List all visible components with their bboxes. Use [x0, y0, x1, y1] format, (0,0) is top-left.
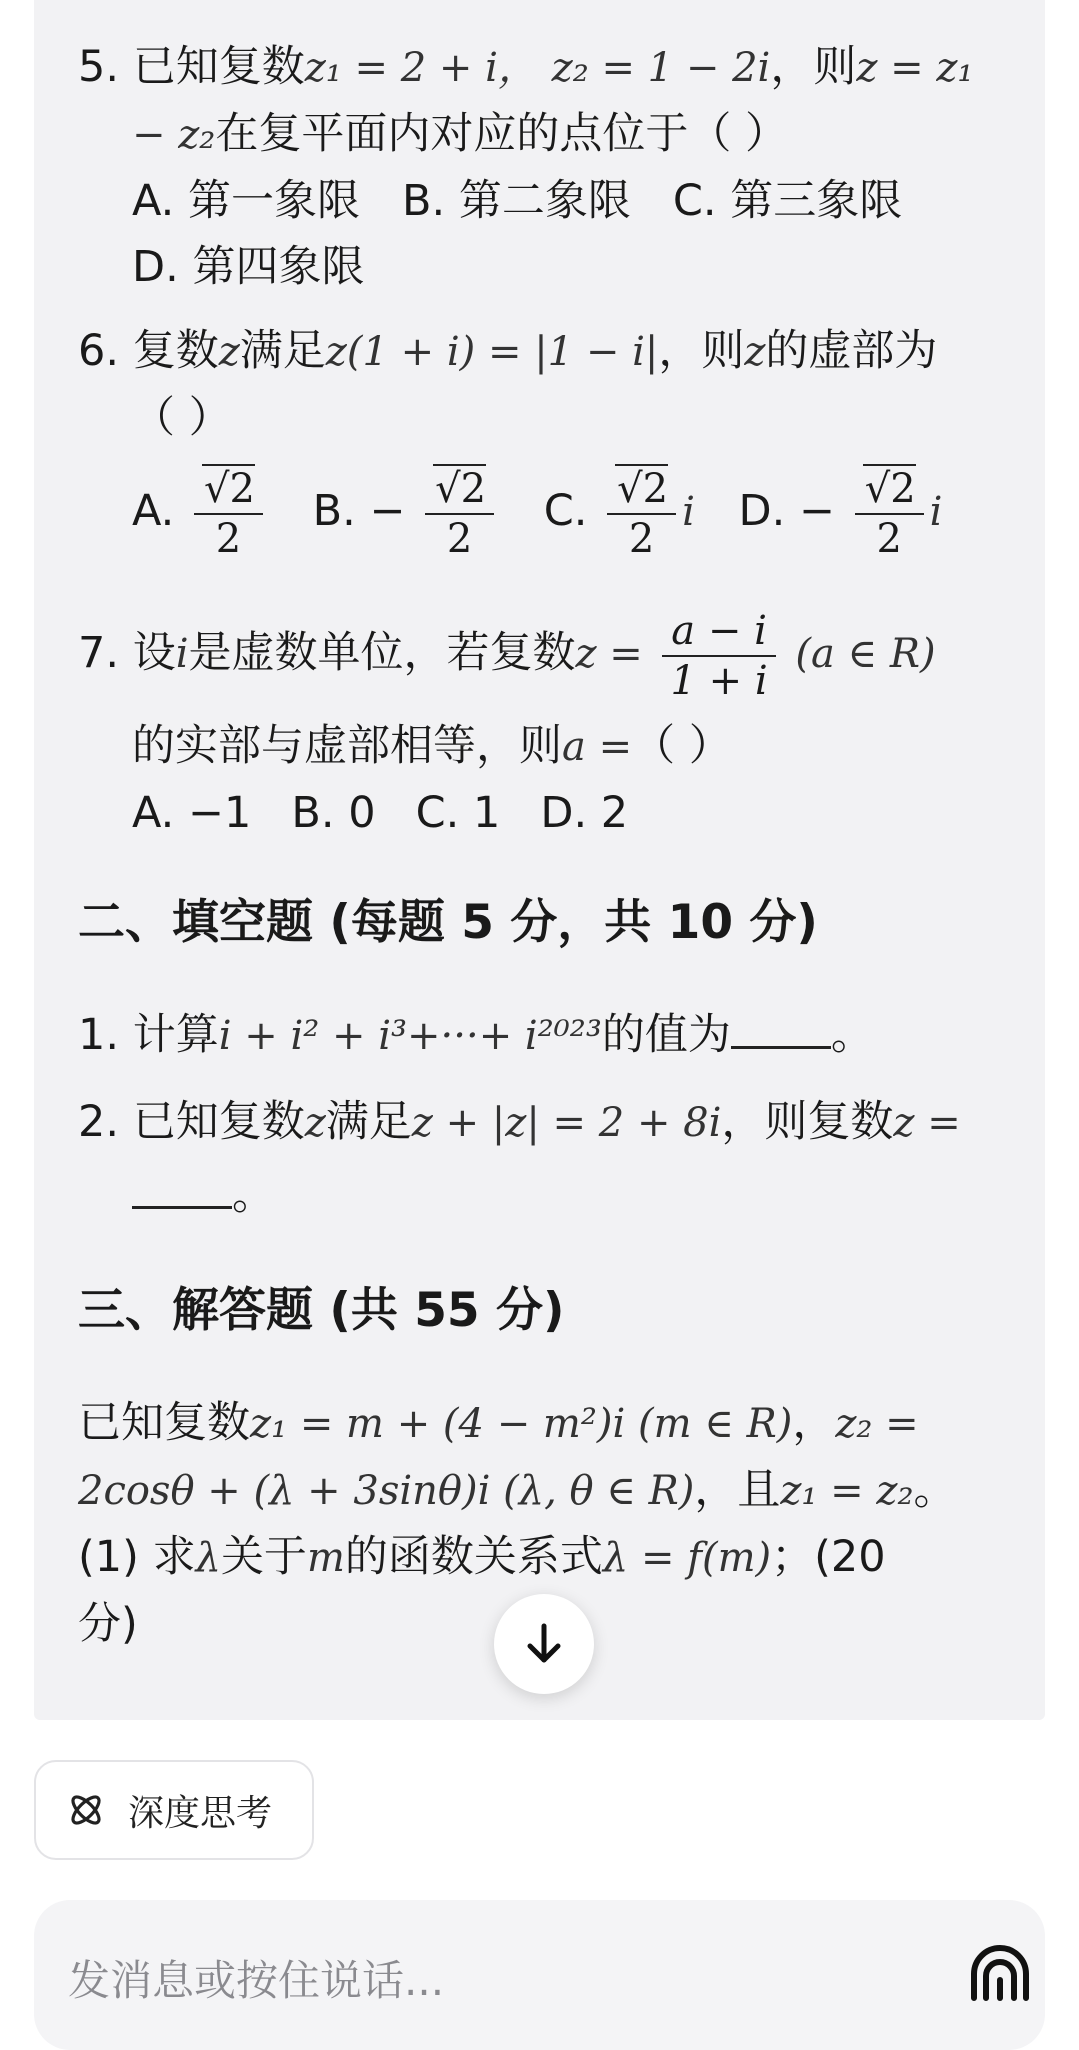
q7-text: 7. 设: [78, 628, 176, 678]
answer-blank: [731, 1006, 831, 1049]
s3-math: 2cosθ + (λ + 3sinθ)i (λ, θ ∈ R): [78, 1468, 695, 1514]
frac-den: 2: [876, 515, 902, 562]
s3-math: m: [306, 1535, 345, 1581]
s2-q1-end: 。: [830, 1010, 874, 1060]
s3-text: ；(20: [771, 1532, 886, 1582]
option-a: A. −1: [132, 788, 252, 838]
s2-q2-line2: [78, 1162, 998, 1228]
s3-text: ，: [792, 1398, 836, 1448]
q5-math: z₂ = 1 − 2i: [551, 45, 771, 91]
q6-math: z: [218, 329, 240, 375]
frac-den: 1 + i: [670, 657, 768, 704]
fraction: [607, 465, 676, 563]
s3-text: 的函数关系式: [344, 1532, 603, 1582]
q5-text: 5. 已知复数: [78, 42, 305, 92]
section3-heading: 三、解答题 (共 55 分): [78, 1283, 565, 1338]
s2-q1-text: 的值为: [601, 1010, 731, 1060]
fraction: [194, 465, 263, 563]
s3-text: ，且: [694, 1465, 781, 1515]
q5-text: 在复平面内对应的点位于（ ）: [215, 109, 789, 159]
frac-num: √2: [435, 465, 487, 512]
voice-button[interactable]: [964, 1938, 1036, 2010]
imag-unit: i: [929, 489, 943, 535]
arrow-down-icon: [524, 1622, 564, 1666]
imag-unit: i: [682, 489, 695, 535]
voice-waveform-icon: [964, 1938, 1036, 2010]
s3-text: 关于: [220, 1532, 307, 1582]
q7-line2: [78, 713, 998, 780]
q6-math: z(1 + i) = |1 − i|: [325, 329, 659, 375]
q6-text: 6. 复数: [78, 326, 219, 376]
deep-think-button[interactable]: [34, 1760, 314, 1860]
option-c: C.: [543, 486, 588, 536]
s3-math: z₁ = z₂: [780, 1468, 914, 1514]
q7-math: i: [175, 631, 189, 677]
s3-math: λ = f(m): [602, 1535, 772, 1581]
fraction: [855, 465, 924, 563]
q5-options: [78, 168, 998, 234]
frac-num: √2: [204, 465, 255, 512]
q7-paren: （ ）: [632, 721, 732, 771]
s2-q2-math: z =: [893, 1100, 961, 1146]
q5-math: z = z₁: [856, 45, 974, 91]
option-d: D. −: [738, 486, 836, 536]
s3-text: 。: [913, 1465, 957, 1515]
s2-q2-math: z: [304, 1100, 326, 1146]
q5-options-2: [78, 234, 998, 300]
answer-blank: [132, 1166, 232, 1209]
option-b: B. 第二象限: [402, 176, 631, 226]
fraction: [662, 607, 775, 705]
option-d: D. 第四象限: [132, 242, 365, 292]
message-content: [78, 24, 998, 1657]
s3-line2: [78, 1457, 998, 1524]
s2-q2-text: ，则复数: [721, 1097, 894, 1147]
option-c: C. 第三象限: [672, 176, 903, 226]
input-placeholder: 发消息或按住说话...: [68, 1956, 445, 2005]
frac-num: √2: [864, 465, 916, 512]
q7-math: a =: [562, 724, 633, 770]
q7-math: z =: [575, 631, 643, 677]
q6-text: ，则: [658, 326, 745, 376]
frac-num: √2: [617, 465, 669, 512]
frac-den: 2: [446, 515, 473, 562]
s2-q1-math: i + i² + i³+···+ i²⁰²³: [218, 1013, 602, 1059]
s3-line1: [78, 1390, 998, 1457]
s3-math: z₁ = m + (4 − m²)i (m ∈ R): [250, 1401, 793, 1447]
s3-text: (1) 求: [78, 1532, 196, 1582]
s2-q2: [78, 1089, 998, 1156]
option-b: B. 0: [291, 788, 376, 838]
option-b: B. −: [312, 486, 406, 536]
message-input[interactable]: [34, 1900, 1045, 2050]
option-c: C. 1: [415, 788, 501, 838]
q7-text: 的实部与虚部相等，则: [132, 721, 562, 771]
frac-den: 2: [628, 515, 655, 562]
q6-paren-text: （ ）: [132, 393, 232, 443]
q6-math: z: [744, 329, 766, 375]
option-a: A.: [132, 486, 175, 536]
q5-line1: [78, 34, 998, 101]
q7-math: (a ∈ R): [795, 631, 936, 677]
q6-text: 满足: [239, 326, 326, 376]
atom-icon: [66, 1790, 106, 1830]
q7-options: [78, 780, 998, 846]
q7-line1: [78, 593, 998, 713]
q5-text: ，则: [770, 42, 857, 92]
fraction: [425, 465, 494, 563]
s2-q2-end: 。: [232, 1170, 275, 1220]
q5-math: − z₂: [132, 112, 216, 158]
s3-math: z₂ =: [835, 1401, 919, 1447]
q5-line2: [78, 101, 998, 168]
q6-text: 的虚部为: [765, 326, 938, 376]
section2-heading: 二、填空题 (每题 5 分，共 10 分): [78, 895, 818, 950]
scroll-down-button[interactable]: [494, 1594, 594, 1694]
s3-text: 已知复数: [78, 1398, 250, 1448]
frac-den: 2: [215, 515, 242, 562]
s2-q2-math: z + |z| = 2 + 8i: [411, 1100, 722, 1146]
s2-q1: [78, 1002, 998, 1069]
s2-q1-text: 1. 计算: [78, 1010, 219, 1060]
q6-paren: [78, 385, 998, 451]
deep-think-label: 深度思考: [128, 1792, 273, 1834]
q6-line1: [78, 318, 998, 385]
s3-text: 分): [78, 1599, 138, 1649]
s3-line3: [78, 1524, 998, 1591]
option-d: D. 2: [540, 788, 629, 838]
s2-q2-text: 满足: [325, 1097, 412, 1147]
s3-math: λ: [195, 1535, 221, 1581]
q5-math: z₁ = 2 + i，: [304, 45, 538, 91]
q7-text: 是虚数单位，若复数: [188, 628, 576, 678]
q6-options: [78, 451, 998, 571]
option-a: A. 第一象限: [132, 176, 360, 226]
s2-q2-text: 2. 已知复数: [78, 1097, 305, 1147]
frac-num: a − i: [671, 607, 767, 654]
